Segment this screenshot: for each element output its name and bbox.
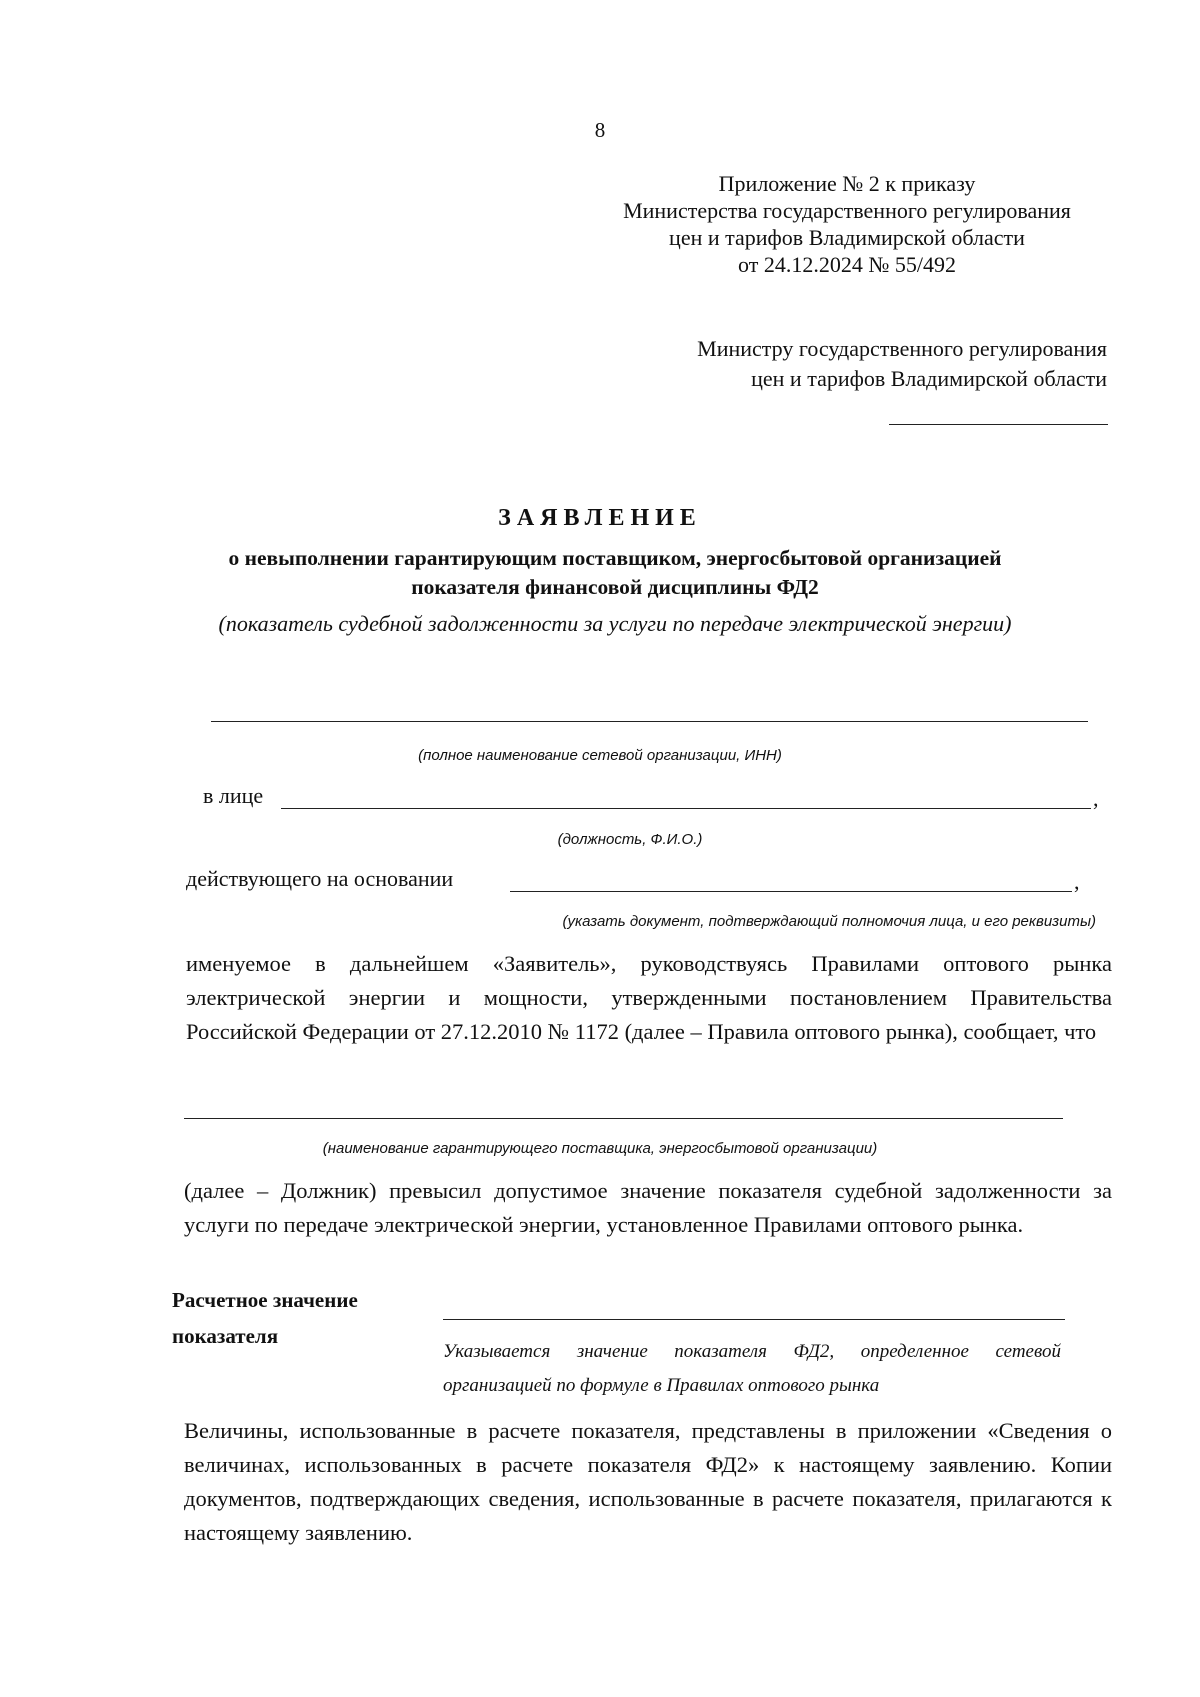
document-subtitle (150, 544, 1080, 602)
appendix-block (587, 170, 1107, 278)
represented-by-comma: , (1093, 786, 1099, 811)
debtor-caption: (наименование гарантирующего поставщика, энергосбытовой организации) (322, 1140, 878, 1157)
network-org-caption: (полное наименование сетевой организации, ИНН) (418, 747, 782, 764)
indicator-hint: Указывается значение показателя ФД2, определенное сетевой организацией по формуле в Правилах оптового рынка (443, 1341, 1061, 1396)
indicator-label-line-1: Расчетное значение (172, 1288, 358, 1312)
appendix-line-2: Министерства государственного регулирования (623, 198, 1071, 223)
applicant-paragraph: именуемое в дальнейшем «Заявитель», руководствуясь Правилами оптового рынка электрической энергии и мощности, утвержденными постановлением Правительства Российской Федерации от 27.12.2010 № 1172 (далее – Правила оптового рынка), сообщает, что (186, 951, 1112, 1044)
debtor-field-line (184, 1118, 1063, 1119)
addressee-line-2: цен и тарифов Владимирской области (751, 366, 1107, 391)
subtitle-note: (показатель судебной задолженности за услуги по передаче электрической энергии) (218, 611, 1012, 636)
basis-label: действующего на основании (186, 866, 454, 891)
debtor-paragraph: (далее – Должник) превысил допустимое значение показателя судебной задолженности за услуги по передаче электрической энергии, установленное Правилами оптового рынка. (184, 1178, 1112, 1237)
subtitle-line-1: о невыполнении гарантирующим поставщиком, энергосбытовой организацией (228, 546, 1002, 570)
basis-comma: , (1074, 869, 1080, 894)
appendix-line-4: от 24.12.2024 № 55/492 (738, 252, 956, 277)
indicator-label-line-2: показателя (172, 1324, 279, 1348)
addressee-line-1: Министру государственного регулирования (697, 336, 1107, 361)
addressee-block (587, 334, 1107, 394)
represented-by-label: в лице (203, 783, 264, 808)
values-paragraph: Величины, использованные в расчете показателя, представлены в приложении «Сведения о величинах, использованных в расчете показателя ФД2» к настоящему заявлению. Копии документов, подтверждающих сведения, использованные в расчете показателя, прилагаются к настоящему заявлению. (184, 1418, 1112, 1545)
basis-field-line (510, 891, 1072, 892)
page-number: 8 (594, 118, 606, 142)
subtitle-line-2: показателя финансовой дисциплины ФД2 (411, 575, 819, 599)
represented-by-caption: (должность, Ф.И.О.) (557, 831, 703, 848)
addressee-signature-line (889, 424, 1108, 425)
basis-caption: (указать документ, подтверждающий полномочия лица, и его реквизиты) (562, 913, 1096, 930)
appendix-line-1: Приложение № 2 к приказу (718, 171, 976, 196)
network-org-field-line (211, 721, 1088, 722)
indicator-value-line (443, 1319, 1065, 1320)
represented-by-field-line (281, 808, 1091, 809)
appendix-line-3: цен и тарифов Владимирской области (669, 225, 1025, 250)
indicator-label (172, 1282, 422, 1354)
document-title: ЗАЯВЛЕНИЕ (498, 505, 702, 531)
